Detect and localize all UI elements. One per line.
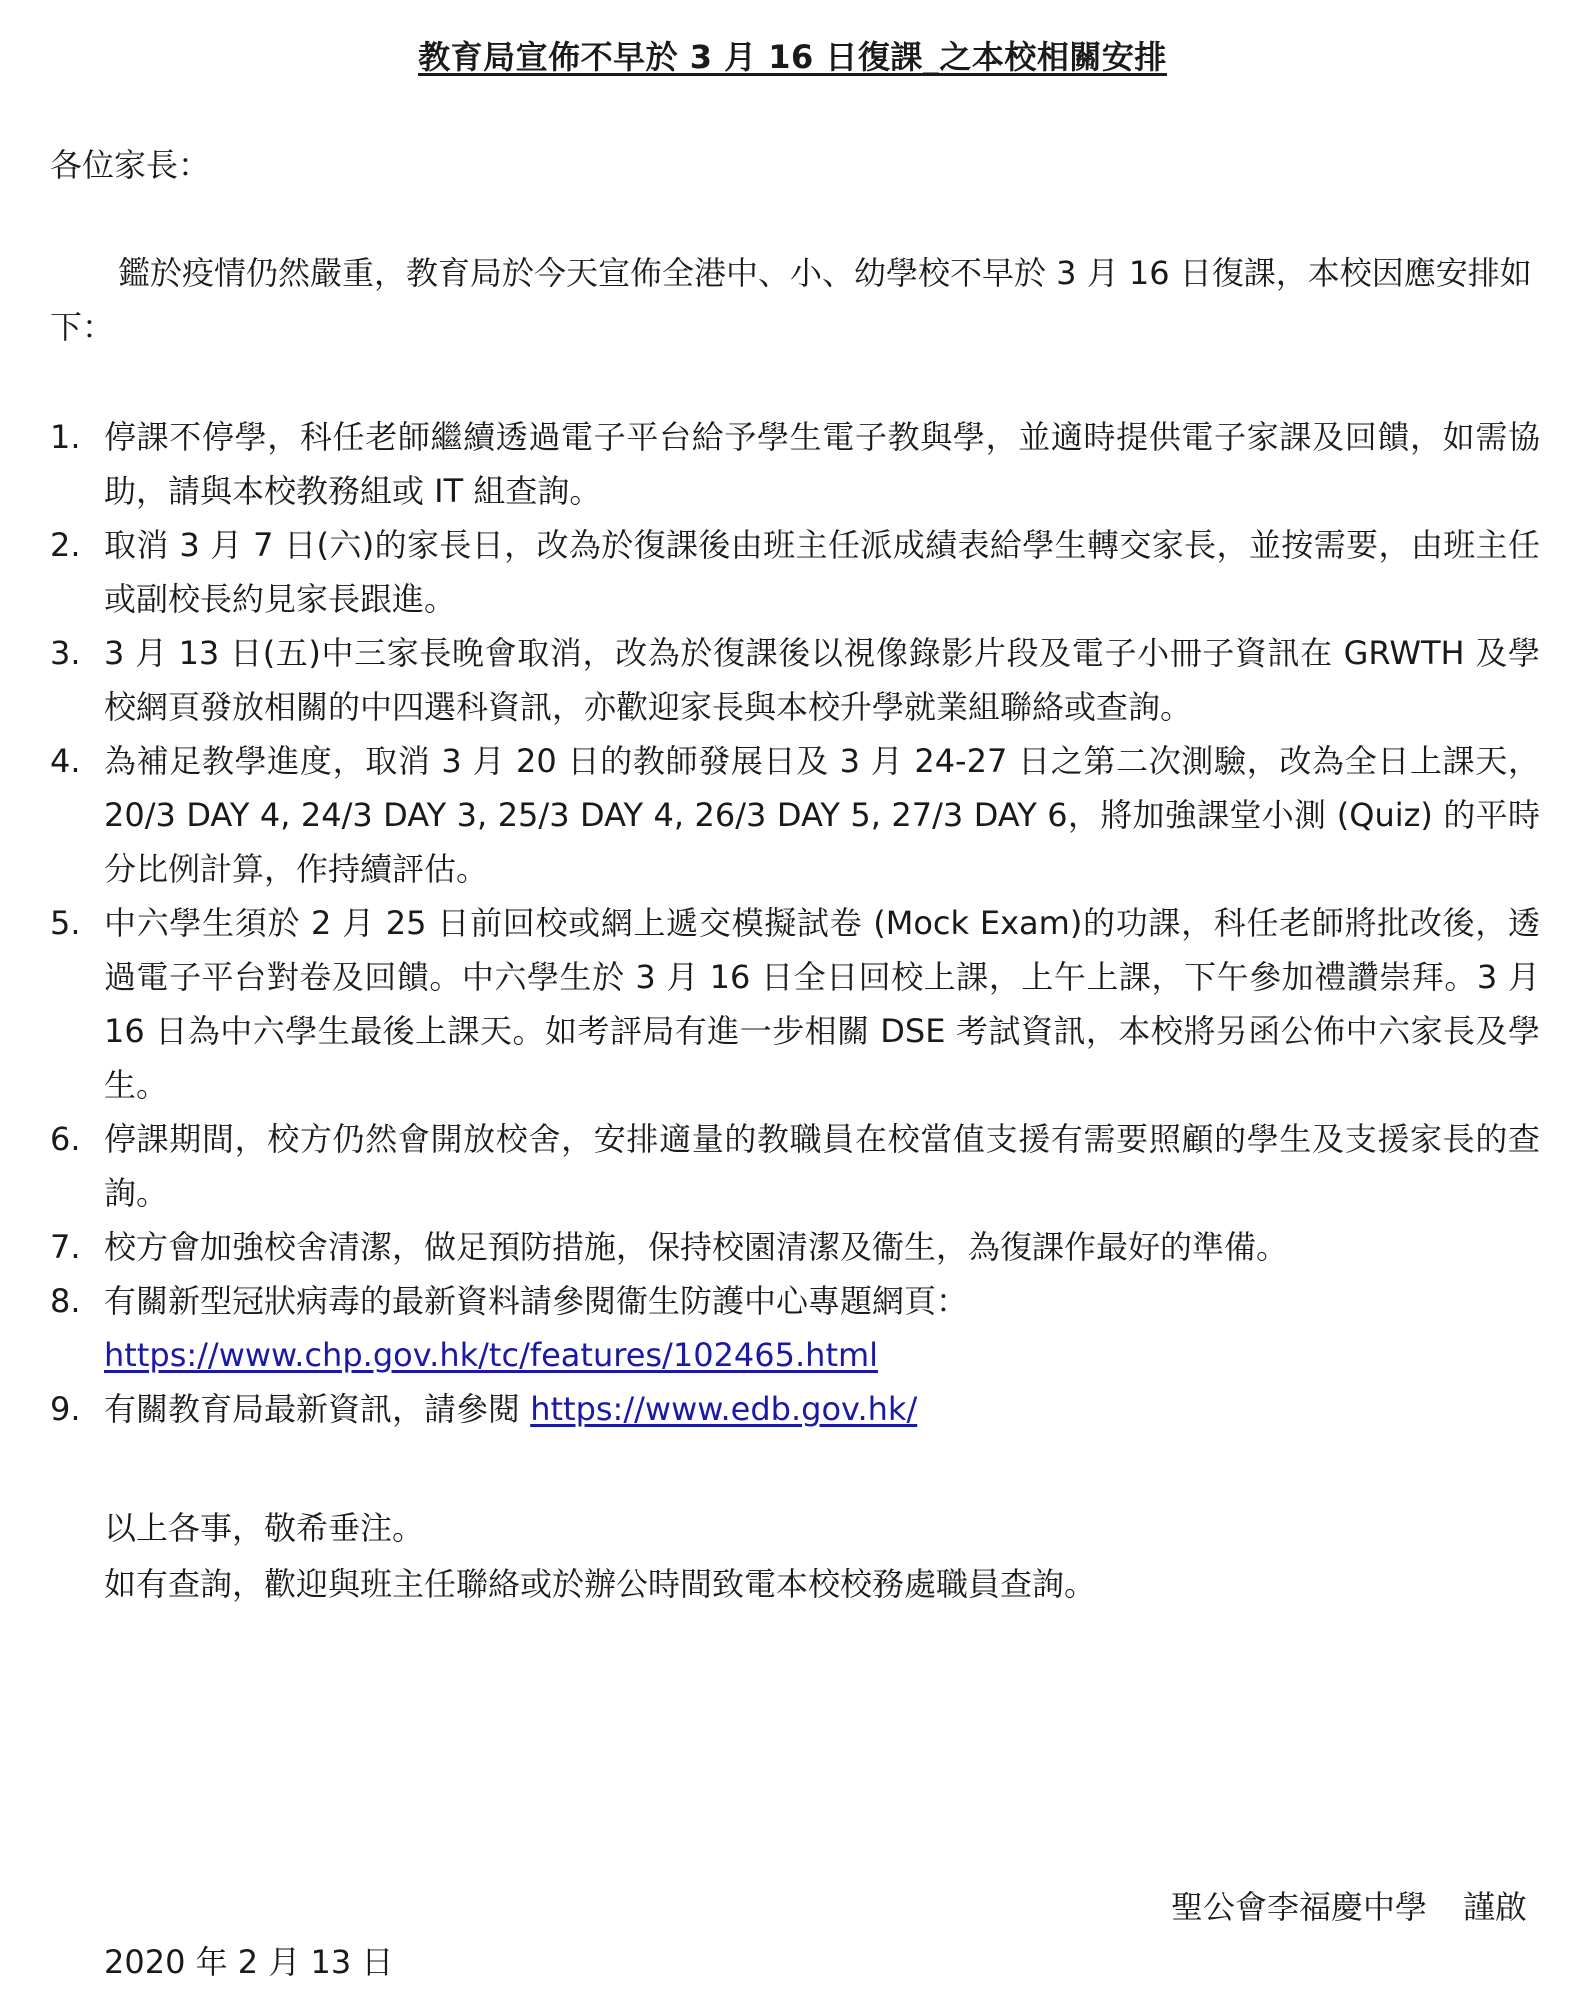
list-item [50,626,1540,734]
item-text: 校方會加強校舍清潔，做足預防措施，保持校園清潔及衞生，為復課作最好的準備。 [104,1228,1289,1266]
salutation: 各位家長： [50,146,211,184]
edb-link[interactable]: https://www.edb.gov.hk/ [530,1390,918,1428]
item-text: 停課期間，校方仍然會開放校舍，安排適量的教職員在校當值支援有需要照顧的學生及支援家長的查詢。 [104,1120,1540,1212]
list-item [50,896,1540,1112]
item-text: 取消 3 月 7 日(六)的家長日，改為於復課後由班主任派成績表給學生轉交家長，並按需要，由班主任或副校長約見家長跟進。 [104,526,1540,618]
item-number: 7. [50,1228,81,1266]
closing-block [104,1500,1096,1612]
document-date: 2020 年 2 月 13 日 [104,1943,394,1981]
item-text: 3 月 13 日(五)中三家長晚會取消，改為於復課後以視像錄影片段及電子小冊子資訊在 GRWTH 及學校網頁發放相關的中四選科資訊，亦歡迎家長與本校升學就業組聯絡或查詢。 [104,634,1540,726]
list-item [50,1382,1540,1436]
item-text: 停課不停學，科任老師繼續透過電子平台給予學生電子教與學，並適時提供電子家課及回饋，如需協助，請與本校教務組或 IT 組查詢。 [104,418,1540,510]
signature-school: 聖公會李福慶中學 [1170,1888,1427,1926]
chp-link[interactable]: https://www.chp.gov.hk/tc/features/102465.html [104,1336,879,1374]
item-number: 1. [50,418,81,456]
item-number: 5. [50,904,81,942]
list-item [50,410,1540,518]
item-number: 8. [50,1282,81,1320]
item-text: 為補足教學進度，取消 3 月 20 日的教師發展日及 3 月 24-27 日之第二次測驗，改為全日上課天，20/3 DAY 4, 24/3 DAY 3, 25/3 DAY 4, 26/3 DAY 5, 27/3 DAY 6，將加強課堂小測 (Quiz) 的平時分比例計算，作持續評估。 [104,742,1540,888]
signature [1171,1882,1527,1928]
item-text: 有關教育局最新資訊，請參閱 [104,1390,531,1428]
list-item [50,1112,1540,1220]
signature-word: 謹啟 [1462,1888,1527,1926]
item-number: 3. [50,634,81,672]
item-text: 有關新型冠狀病毒的最新資料請參閱衞生防護中心專題網頁： [104,1282,969,1320]
arrangement-list [50,410,1540,1436]
closing-line-2: 如有查詢，歡迎與班主任聯絡或於辦公時間致電本校校務處職員查詢。 [104,1565,1097,1603]
closing-line-1: 以上各事，敬希垂注。 [104,1509,425,1547]
document-title: 教育局宣佈不早於 3 月 16 日復課_之本校相關安排 [418,38,1167,76]
intro-paragraph: 鑑於疫情仍然嚴重，教育局於今天宣佈全港中、小、幼學校不早於 3 月 16 日復課，本校因應安排如下： [50,254,1532,346]
item-number: 2. [50,526,81,564]
item-text: 中六學生須於 2 月 25 日前回校或網上遞交模擬試卷 (Mock Exam)的功課，科任老師將批改後，透過電子平台對卷及回饋。中六學生於 3 月 16 日全日回校上課，上午上課，下午參加禮讚崇拜。3 月 16 日為中六學生最後上課天。如考評局有進一步相關 DSE 考試資訊，本校將另函公佈中六家長及學生。 [104,904,1540,1104]
list-item [50,518,1540,626]
item-number: 4. [50,742,81,780]
list-item [50,734,1540,896]
list-item [50,1220,1540,1274]
item-number: 9. [50,1390,81,1428]
item-number: 6. [50,1120,81,1158]
list-item [50,1274,1540,1382]
